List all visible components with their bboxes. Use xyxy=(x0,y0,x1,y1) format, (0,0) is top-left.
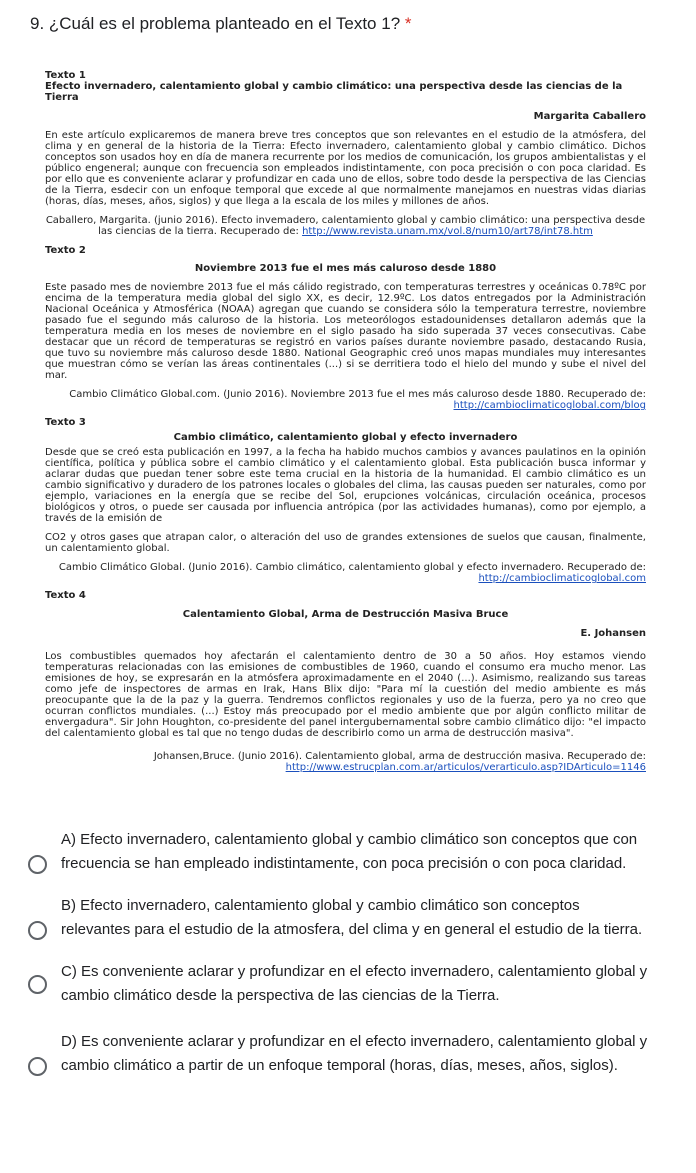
option-a[interactable] xyxy=(28,828,648,876)
texto4-citation xyxy=(45,751,646,773)
texto3-body: Desde que se creó esta publicación en 1997, a la fecha ha habido muchos cambios y avances paulatinos en la opinión científica, política y pública sobre el cambio climático y el calentamiento global. Esta publicación busca informar y aclarar dudas que puedan tener sobre este tema crucial en la historia de la humanidad. El cambio climático es un cambio significativo y duradero de los patrones locales o globales del clima, las causas pueden ser naturales, como por ejemplo, variaciones en la energía que se recibe del Sol, erupciones volcánicas, circulación oceánica, procesos biológicos y otros, o puede ser causada por influencia antrópica (por las actividades humanas), como por ejemplo, a través de la emisión de xyxy=(45,447,646,524)
texto4-citation-text: Johansen,Bruce. (Junio 2016). Calentamiento global, arma de destrucción masiva. Recuperado de: xyxy=(153,751,646,762)
texto4-title: Calentamiento Global, Arma de Destrucción Masiva Bruce xyxy=(182,609,509,620)
texto4-body: Los combustibles quemados hoy afectarán el calentamiento dentro de 30 a 50 años. Hoy estamos viendo temperaturas relacionadas con las emisiones de combustibles de 1960, cuando el consumo era mucho menor. Las emisiones de hoy, se expresarán en la atmósfera aproximadamente en el 2040 (...). Asimismo, realizando sus tareas como jefe de inspectores de armas en Irak, Hans Blix dijo: "Para mí la cuestión del medio ambiente es más preocupante que la de la paz y la guerra. Tendremos conflictos regionales y uso de la fuerza, pero ya no creo que ocurran conflictos mundiales. (...) Estoy más preocupado por el medio ambiente que por algún conflicto militar de envergadura". Sir John Houghton, co-presidente del panel intergubernamental sobre cambio climático dijo: "el impacto del calentamiento global es tal que no tengo dudas de describirlo como un arma de destrucción masiva". xyxy=(45,651,646,739)
option-c-label: C) Es conveniente aclarar y profundizar en el efecto invernadero, calentamiento global y cambio climático desde la perspectiva de las ciencias de la Tierra. xyxy=(61,963,648,1004)
option-c[interactable] xyxy=(28,960,648,1008)
texto1-author: Margarita Caballero xyxy=(533,111,646,122)
option-d[interactable] xyxy=(28,1030,648,1078)
texto3-title: Cambio climático, calentamiento global y efecto invernadero xyxy=(173,432,518,443)
texto1-citation-text: Caballero, Margarita. (junio 2016). Efecto invemadero, calentamiento global y cambio climático: una perspectiva desde las ciencias de la tierra. Recuperado de: xyxy=(45,215,646,237)
question-title xyxy=(30,14,412,34)
texto1-url: http://www.revista.unam.mx/vol.8/num10/art78/int78.htm xyxy=(302,226,593,237)
question-text: 9. ¿Cuál es el problema planteado en el Texto 1? xyxy=(30,14,401,33)
question-image-texts xyxy=(45,70,646,773)
required-asterisk: * xyxy=(404,14,412,33)
texto1-title: Efecto invernadero, calentamiento global y cambio climático: una perspectiva desde las ciencias de la Tierra xyxy=(45,81,623,103)
option-a-label: A) Efecto invernadero, calentamiento global y cambio climático son conceptos que con frecuencia se han empleado indistintamente, con poca precisión o con poca claridad. xyxy=(61,831,638,872)
texto2-url: http://cambioclimaticoglobal.com/blog xyxy=(453,400,646,411)
option-d-radio[interactable] xyxy=(28,1057,47,1076)
texto2-citation-text: Cambio Climático Global.com. (Junio 2016). Noviembre 2013 fue el mes más caluroso desde 1880. Recuperado de: xyxy=(69,389,646,400)
texto2-label: Texto 2 xyxy=(45,245,86,256)
texto4-label: Texto 4 xyxy=(45,590,86,601)
texto2-title: Noviembre 2013 fue el mes más caluroso desde 1880 xyxy=(194,263,497,274)
texto2-body: Este pasado mes de noviembre 2013 fue el más cálido registrado, con temperaturas terrestres y oceánicas 0.78ºC por encima de la temperatura media global del siglo XX, es decir, 12.9ºC. Los datos entregados por la Administración Nacional Oceánica y Atmosférica (NOAA) agregan que cuando se considera sólo la temperatura terrestre, noviembre pasado fue el segundo más caluroso de la historia. Los meteorólogos estadounidenses detallaron además que la temperatura media en los meses de noviembre en el siglo pasado ha sido superada 37 veces consecutivas. Cabe destacar que un récord de temperaturas se registró en varios países durante noviembre pasado, destacando Rusia, que tuvo su noviembre más caluroso desde 1880. National Geographic creó unos mapas mundiales muy interesantes que muestran cómo se verían las áreas continentales (...) si se derritiera todo el hielo del mundo y sube el nivel del mar. xyxy=(45,282,646,381)
option-d-label: D) Es conveniente aclarar y profundizar en el efecto invernadero, calentamiento global y cambio climático a partir de un enfoque temporal (horas, días, meses, años, siglos). xyxy=(61,1033,648,1074)
texto4-url: http://www.estrucplan.com.ar/articulos/verarticulo.asp?IDArticulo=1146 xyxy=(285,762,646,773)
option-b[interactable] xyxy=(28,894,648,942)
texto1-body: En este artículo explicaremos de manera breve tres conceptos que son relevantes en el estudio de la atmósfera, del clima y en general de la historia de la Tierra: Efecto invernadero, calentamiento global y cambio climático. Dichos conceptos son usados hoy en día de manera recurrente por los medios de comunicación, los grupos ambientalistas y el público engeneral; aunque con frecuencia son empleados indistintamente, con poca precisión o con poca claridad. Es por ello que es conveniente aclarar y profundizar en cada uno de ellos, sobre todo desde la perspectiva de las Ciencias de la Tierra, esdecir con un enfoque temporal que excede al que normalmente manejamos en nuestras vidas diarias (horas, días, meses, años, siglos) y que llega a la escala de los miles y millones de años. xyxy=(45,130,646,207)
answer-options xyxy=(28,828,648,1096)
option-b-radio[interactable] xyxy=(28,921,47,940)
texto2-citation xyxy=(45,389,646,411)
option-a-radio[interactable] xyxy=(28,855,47,874)
texto4-author: E. Johansen xyxy=(580,628,646,639)
texto1-citation xyxy=(45,215,646,237)
texto3-label: Texto 3 xyxy=(45,417,86,428)
option-b-label: B) Efecto invernadero, calentamiento global y cambio climático son conceptos relevantes para el estudio de la atmosfera, del clima y en general el estudio de la tierra. xyxy=(61,897,643,938)
texto3-citation-text: Cambio Climático Global. (Junio 2016). Cambio climático, calentamiento global y efecto invernadero. Recuperado de: xyxy=(58,562,646,573)
texto1-label: Texto 1 xyxy=(45,70,86,81)
texto3-citation xyxy=(45,562,646,584)
texto3-url: http://cambioclimaticoglobal.com xyxy=(478,573,646,584)
option-c-radio[interactable] xyxy=(28,975,47,994)
texto3-body2: CO2 y otros gases que atrapan calor, o alteración del uso de grandes extensiones de suelos que causan, finalmente, un calentamiento global. xyxy=(45,532,646,554)
